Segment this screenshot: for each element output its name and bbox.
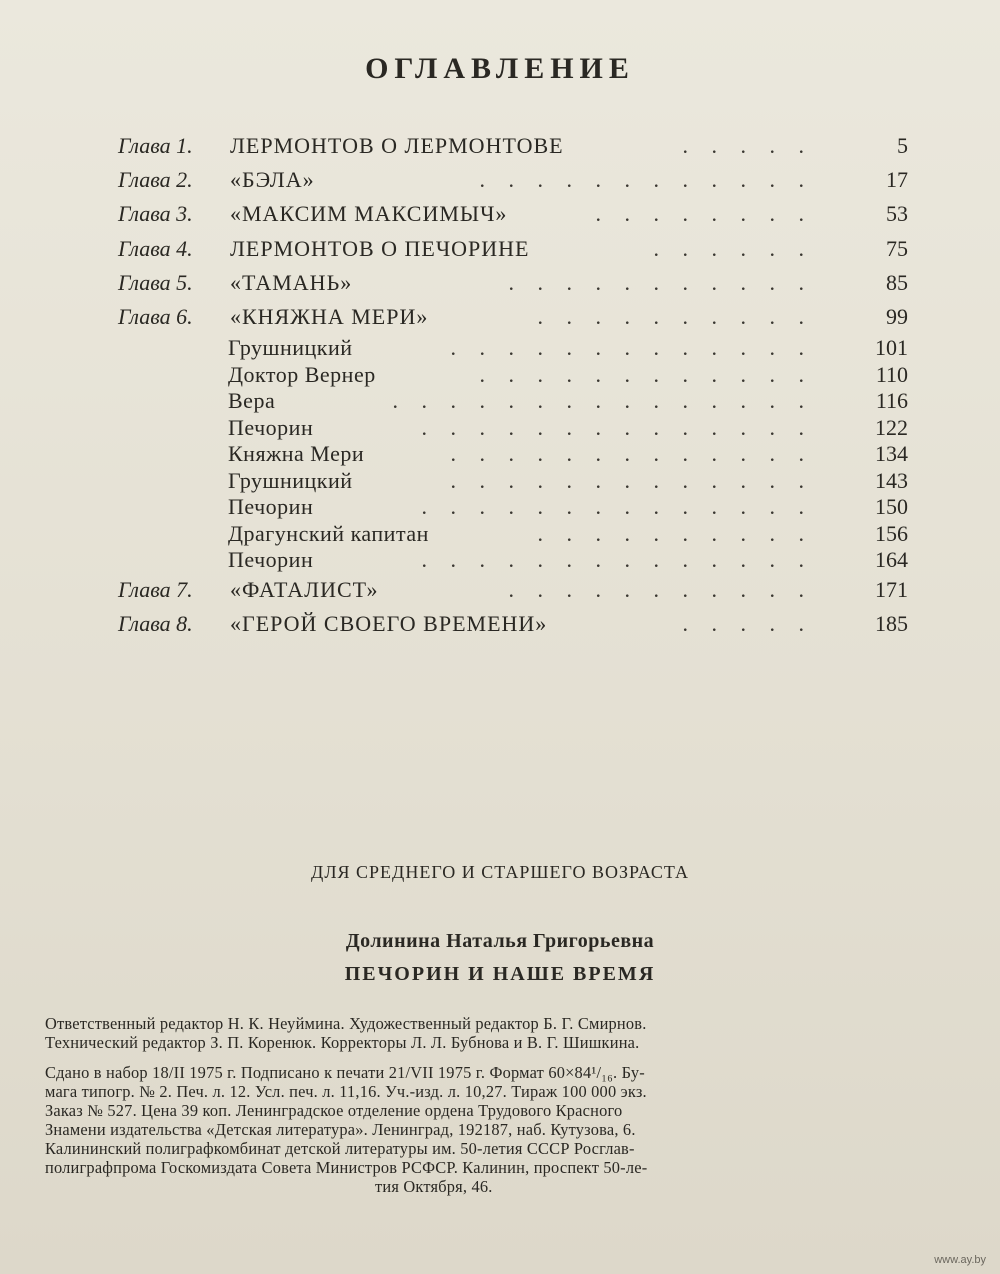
dot-leader: . . . . . . — [653, 235, 813, 261]
toc-section-row — [118, 415, 908, 442]
page-number: 17 — [886, 167, 908, 193]
toc-section-row — [118, 547, 908, 574]
page-number: 164 — [875, 547, 908, 573]
chapter-title: «ФАТАЛИСТ» — [230, 576, 379, 602]
toc-section-row — [118, 468, 908, 495]
dot-leader: . . . . . . . . . . . . . — [450, 335, 813, 361]
chapter-label: Глава 7. — [118, 576, 193, 602]
toc-section-row — [118, 441, 908, 468]
chapter-label: Глава 4. — [118, 235, 193, 261]
page-number: 5 — [897, 133, 908, 158]
toc-section-row — [118, 362, 908, 389]
page-number: 116 — [875, 388, 908, 414]
dot-leader: . . . . . . . . . . . . . — [450, 467, 813, 493]
dot-leader: . . . . . . . . . . . — [508, 269, 813, 295]
chapter-title: ЛЕРМОНТОВ О ПЕЧОРИНЕ — [230, 235, 530, 261]
editors-line: Ответственный редактор Н. К. Неуймина. Художественный редактор Б. Г. Смирнов. — [45, 1014, 647, 1033]
dot-leader: . . . . . . . . . . — [537, 303, 813, 329]
table-of-contents — [118, 130, 908, 642]
colophon-line: Заказ № 527. Цена 39 коп. Ленинградское отделение ордена Трудового Красного — [45, 1101, 623, 1120]
page-number: 150 — [875, 494, 908, 520]
chapter-title: «КНЯЖНА МЕРИ» — [230, 303, 429, 329]
dot-leader: . . . . . . . . . . . . . . . — [392, 388, 813, 414]
chapter-title: «МАКСИМ МАКСИМЫЧ» — [230, 201, 508, 227]
page-number: 101 — [875, 335, 908, 361]
page-number: 110 — [875, 361, 908, 387]
page-number: 53 — [886, 201, 908, 227]
page-number: 156 — [875, 520, 908, 546]
chapter-title: «ГЕРОЙ СВОЕГО ВРЕМЕНИ» — [230, 610, 548, 636]
dot-leader: . . . . . . . . . . . . — [479, 361, 813, 387]
page-number: 99 — [886, 303, 908, 329]
toc-heading: ОГЛАВЛЕНИЕ — [365, 52, 635, 85]
toc-section-row — [118, 494, 908, 521]
dot-leader: . . . . . . . . . . . . . . — [421, 414, 813, 440]
dot-leader: . . . . . — [682, 133, 813, 158]
page-number: 185 — [875, 610, 908, 636]
chapter-title: «ТАМАНЬ» — [230, 269, 353, 295]
chapter-title: «БЭЛА» — [230, 167, 315, 193]
colophon-line: Знамени издательства «Детская литература». Ленинград, 192187, наб. Кутузова, 6. — [45, 1120, 636, 1139]
toc-chapter-row — [118, 233, 908, 267]
dot-leader: . . . . . . . . . . . . . — [450, 441, 813, 467]
watermark: www.ay.by — [934, 1254, 986, 1266]
section-title: Печорин — [228, 494, 314, 520]
page-number: 85 — [886, 269, 908, 295]
dot-leader: . . . . . . . . . . . — [508, 576, 813, 602]
dot-leader: . . . . . . . . — [595, 201, 813, 227]
chapter-label: Глава 8. — [118, 610, 193, 636]
section-title: Княжна Мери — [228, 441, 365, 467]
toc-chapter-row — [118, 574, 908, 608]
chapter-label: Глава 6. — [118, 303, 193, 329]
dot-leader: . . . . . . . . . . . . . . — [421, 547, 813, 573]
dot-leader: . . . . . . . . . . . . . . — [421, 494, 813, 520]
dot-leader: . . . . . . . . . . — [537, 520, 813, 546]
colophon-block — [45, 1063, 980, 1196]
toc-chapter-row — [118, 130, 908, 164]
toc-chapter-row — [118, 164, 908, 198]
section-title: Грушницкий — [228, 335, 353, 361]
section-title: Драгунский капитан — [228, 520, 429, 546]
section-title: Печорин — [228, 414, 314, 440]
colophon-line: тия Октября, 46. — [375, 1177, 493, 1196]
page-number: 75 — [886, 235, 908, 261]
section-title: Доктор Вернер — [228, 361, 376, 387]
dot-leader: . . . . . — [682, 610, 813, 636]
section-title: Печорин — [228, 547, 314, 573]
page-number: 134 — [875, 441, 908, 467]
toc-section-row — [118, 335, 908, 362]
chapter-title: ЛЕРМОНТОВ О ЛЕРМОНТОВЕ — [230, 133, 564, 158]
author-name: Долинина Наталья Григорьевна — [345, 930, 655, 952]
colophon-line: полиграфпрома Госкомиздата Совета Министров РСФСР. Калинин, проспект 50-ле- — [45, 1158, 648, 1177]
toc-chapter-row — [118, 267, 908, 301]
page-number: 171 — [875, 576, 908, 602]
toc-section-row — [118, 388, 908, 415]
chapter-label: Глава 1. — [118, 133, 193, 158]
toc-section-row — [118, 521, 908, 548]
toc-chapter-row — [118, 301, 908, 335]
chapter-label: Глава 3. — [118, 201, 193, 227]
colophon-line: Калининский полиграфкомбинат детской литературы им. 50-летия СССР Росглав- — [45, 1139, 635, 1158]
page-number: 143 — [875, 467, 908, 493]
colophon-line: мага типогр. № 2. Печ. л. 12. Усл. печ. л. 11,16. Уч.-изд. л. 10,27. Тираж 100 000 экз. — [45, 1082, 647, 1101]
age-note: ДЛЯ СРЕДНЕГО И СТАРШЕГО ВОЗРАСТА — [311, 862, 689, 882]
page-number: 122 — [875, 414, 908, 440]
chapter-label: Глава 5. — [118, 269, 193, 295]
section-title: Вера — [228, 388, 276, 414]
editors-block — [45, 1014, 980, 1052]
colophon-line: Сдано в набор 18/II 1975 г. Подписано к печати 21/VII 1975 г. Формат 60×84¹/₁₆. Бу- — [45, 1063, 645, 1082]
dot-leader: . . . . . . . . . . . . — [479, 167, 813, 193]
editors-line: Технический редактор З. П. Коренюк. Корректоры Л. Л. Бубнова и В. Г. Шишкина. — [45, 1033, 640, 1052]
toc-chapter-row — [118, 608, 908, 642]
toc-chapter-row — [118, 198, 908, 232]
book-title: ПЕЧОРИН И НАШЕ ВРЕМЯ — [344, 963, 656, 985]
section-title: Грушницкий — [228, 467, 353, 493]
chapter-label: Глава 2. — [118, 167, 193, 193]
